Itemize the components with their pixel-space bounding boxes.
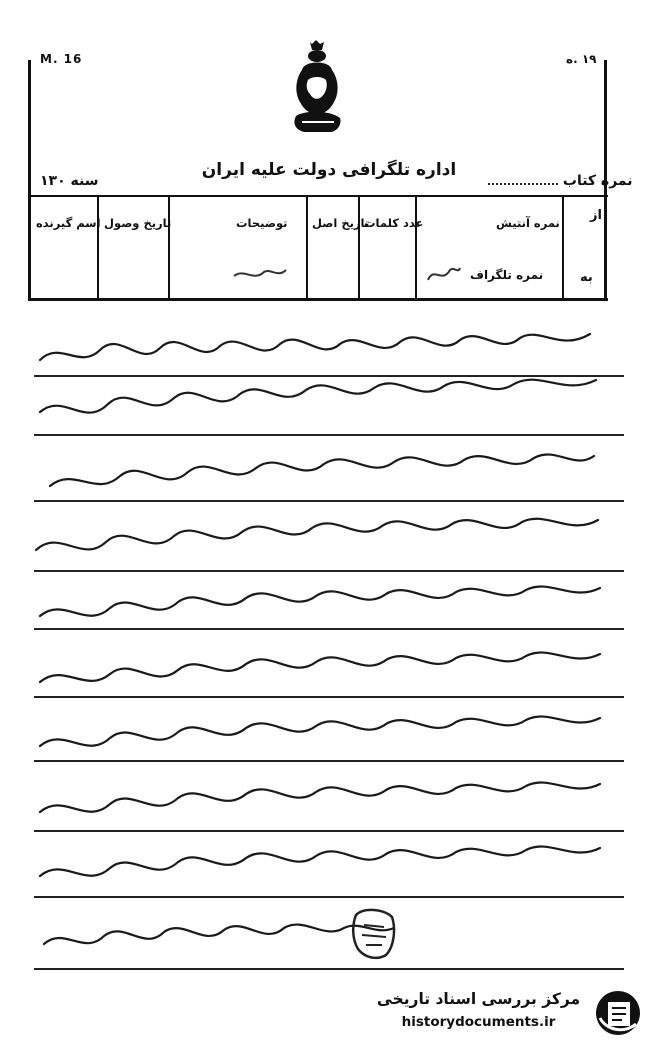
column-divider [415,197,417,299]
column-divider [168,197,170,299]
letter-number-dots [488,183,558,185]
arrival-date-header: تاریخ وصول [104,216,172,230]
year-label: سنه ۱۳۰ [40,173,99,189]
lion-and-sun-emblem-icon [282,40,352,136]
form-header-line [28,195,608,197]
telegram-number-label: نمره تلگراف [470,268,544,282]
handwritten-telegram-body [0,300,658,980]
index-number-header: نمره آنتیش [496,216,560,230]
column-divider [358,197,360,299]
handwritten-note-mark [230,262,290,286]
word-count-header: عدد کلمات [364,216,424,230]
letter-number-label [488,173,633,189]
column-divider [562,197,564,299]
column-divider [97,197,99,299]
from-label: از [590,208,602,223]
letter-number-text: نمره کتاب [562,173,633,189]
ink-seal-icon [350,905,398,961]
office-title: اداره تلگرافی دولت علیه ایران [201,160,457,180]
column-divider [306,197,308,299]
form-frame-left [28,60,31,300]
logo-org-name: مرکز بررسی اسناد تاریخی [376,990,581,1008]
origin-date-header: تاریخ اصل [312,216,370,230]
form-code: M. 16 [40,52,83,66]
notes-header: توضیحات [236,216,288,230]
handwritten-number-mark [424,262,464,286]
form-number: ۱۹ .ه [566,52,597,66]
logo-url: historydocuments.ir [401,1014,556,1030]
to-label: به [580,270,593,285]
receiver-name-header: اسم گیرنده [36,216,101,230]
document-archive-logo-icon [590,988,646,1038]
